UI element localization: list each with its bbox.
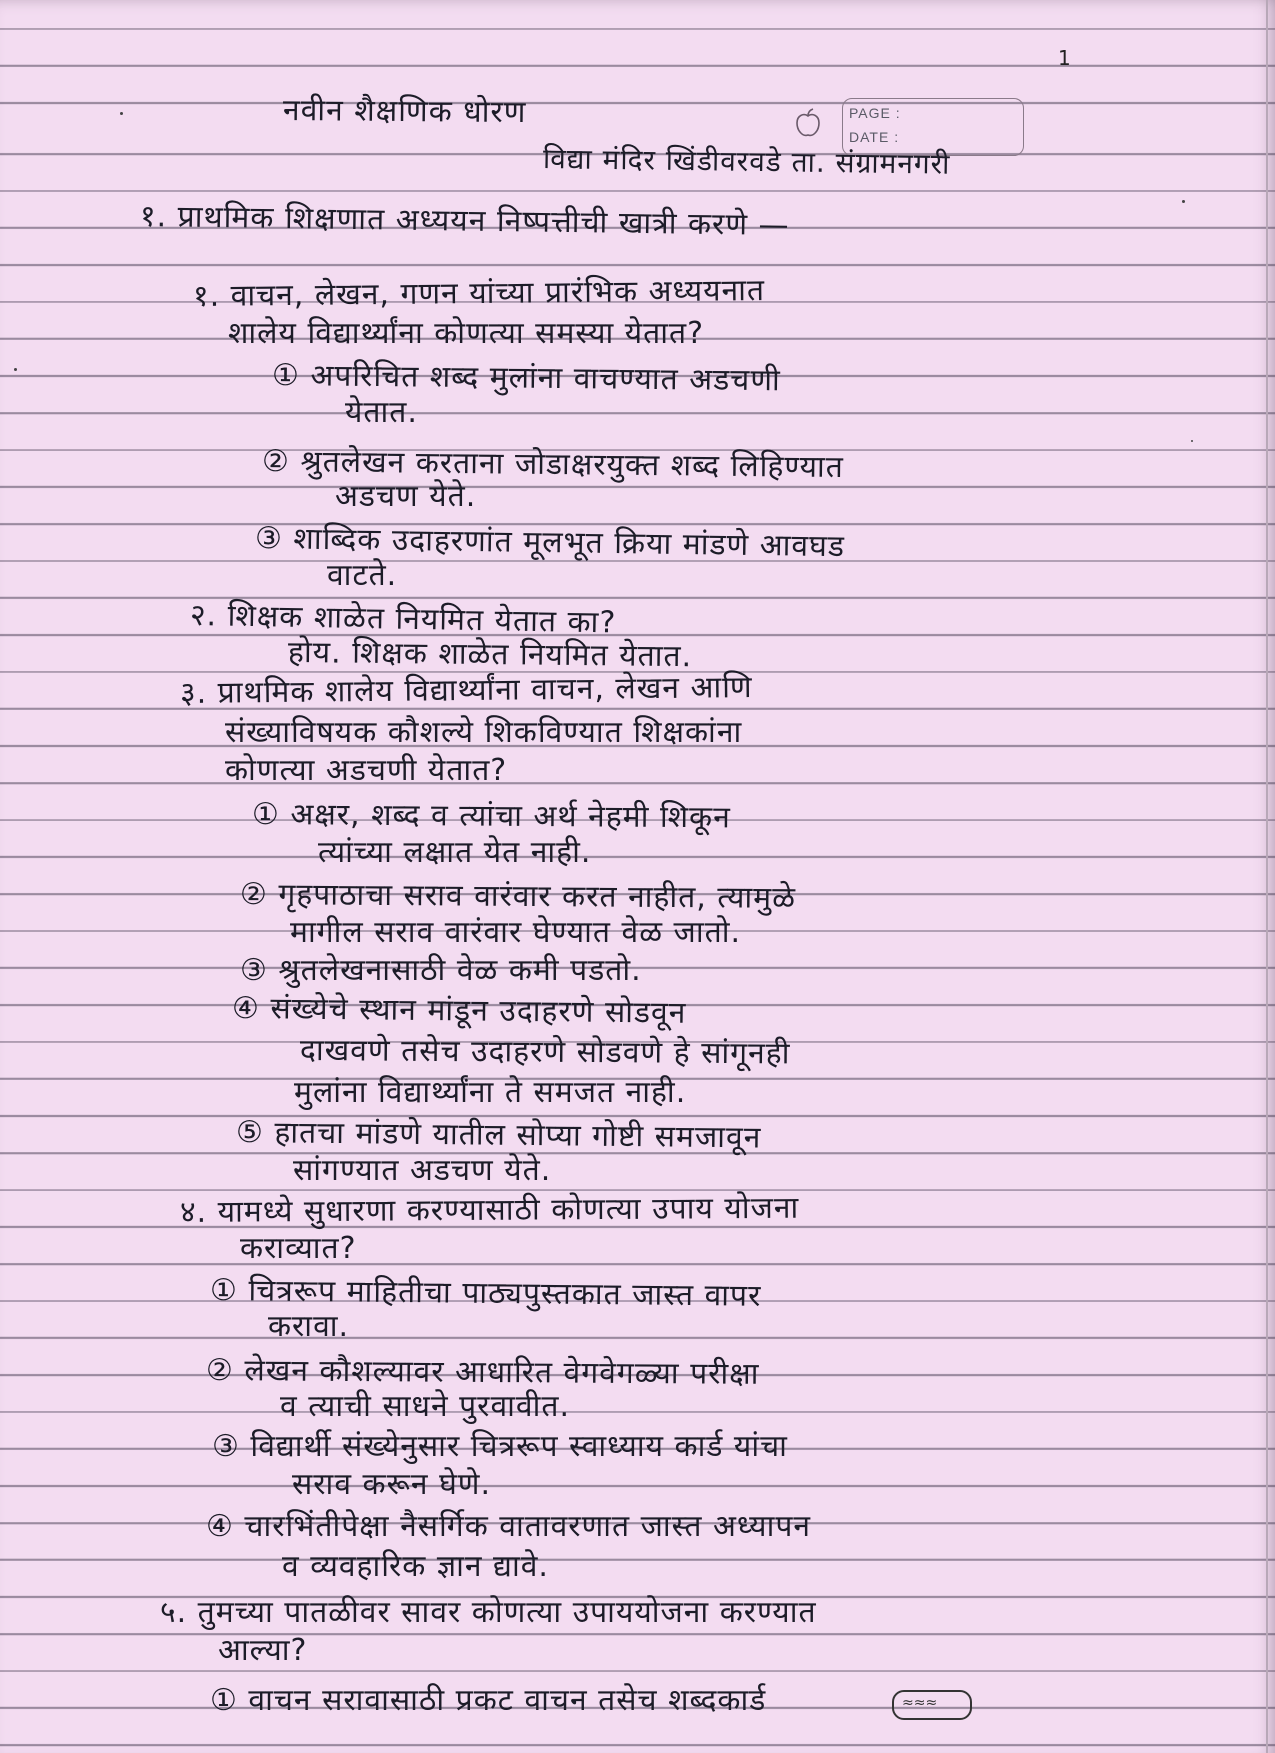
stamp-mark: ≈≈≈ [892,1690,972,1720]
speck [120,112,123,115]
answer-4-3: ③ विद्यार्थी संख्येनुसार चित्ररूप स्वाध्याय कार्ड यांचा [212,1429,788,1464]
question-1: १. वाचन, लेखन, गणन यांच्या प्रारंभिक अध्ययनात [192,273,766,314]
answer-5-1: ① वाचन सरावासाठी प्रकट वाचन तसेच शब्दकार्ड [210,1683,767,1718]
answer-1-1-cont: येतात. [345,395,418,430]
answer-3-5-cont: सांगण्यात अडचण येते. [293,1153,552,1188]
school-name: विद्या मंदिर खिंडीवरवडे ता. संग्रामनगरी [542,142,951,181]
answer-3-4: ④ संख्येचे स्थान मांडून उदाहरणे सोडवून [231,991,687,1031]
question-5: ५. तुमच्या पातळीवर सावर कोणत्या उपाययोजना करण्यात [160,1595,817,1630]
answer-1-3-cont: वाटते. [327,558,398,593]
answer-1-2: ② श्रुतलेखन करताना जोडाक्षरयुक्त शब्द लिहिण्यात [261,444,845,486]
date-label: DATE : [849,129,900,145]
question-4-cont: कराव्यात? [240,1231,357,1266]
speck [14,368,17,371]
speck [1182,200,1185,203]
answer-2: होय. शिक्षक शाळेत नियमित येतात. [287,635,693,675]
answer-4-4: ④ चारभिंतीपेक्षा नैसर्गिक वातावरणात जास्त अध्यापन [206,1509,812,1544]
question-3: ३. प्राथमिक शालेय विद्यार्थ्यांना वाचन, लेखन आणि [179,670,753,711]
answer-3-1: ① अक्षर, शब्द व त्यांचा अर्थ नेहमी शिकून [251,797,731,836]
speck [1191,440,1193,442]
question-2: २. शिक्षक शाळेत नियमित येतात का? [189,598,617,641]
answer-3-4-cont2: मुलांना विद्यार्थ्यांना ते समजत नाही. [294,1075,687,1110]
question-4: ४. यामध्ये सुधारणा करण्यासाठी कोणत्या उपाय योजना [179,1190,800,1230]
question-3-cont: संख्याविषयक कौशल्ये शिकविण्यात शिक्षकांना [225,715,743,750]
answer-1-1: ① अपरिचित शब्द मुलांना वाचण्यात अडचणी [271,358,781,399]
answer-4-1-cont: करावा. [268,1309,350,1344]
apple-logo-icon [795,108,821,138]
answer-4-2: ② लेखन कौशल्यावर आधारित वेगवेगळ्या परीक्षा [205,1353,760,1392]
answer-3-4-cont: दाखवणे तसेच उदाहरणे सोडवणे हे सांगूनही [299,1033,791,1072]
page-label: PAGE : [849,105,901,121]
answer-1-3: ③ शाब्दिक उदाहरणांत मूलभूत क्रिया मांडणे आवघड [254,521,846,565]
section-heading: १. प्राथमिक शिक्षणात अध्ययन निष्पत्तीची खात्री करणे — [139,199,790,244]
answer-3-2: ② गृहपाठाचा सराव वारंवार करत नाहीत, त्यामुळे [239,877,797,916]
answer-3-5: ⑤ हातचा मांडणे यातील सोप्या गोष्टी समजावून [235,1115,762,1156]
answer-4-1: ① चित्ररूप माहितीचा पाठ्यपुस्तकात जास्त वापर [209,1273,762,1314]
answer-1-2-cont: अडचण येते. [335,479,477,514]
question-5-cont: आल्या? [218,1633,308,1668]
answer-4-2-cont: व त्याची साधने पुरवावीत. [280,1389,570,1424]
answer-3-1-cont: त्यांच्या लक्षात येत नाही. [318,835,592,870]
page-title: नवीन शैक्षणिक धोरण [282,93,527,131]
answer-3-2-cont: मागील सराव वारंवार घेण्यात वेळ जातो. [290,915,741,950]
answer-4-3-cont: सराव करून घेणे. [292,1467,492,1502]
question-3-cont2: कोणत्या अडचणी येतात? [225,753,508,788]
margin-line [1266,0,1268,1753]
answer-3-3: ③ श्रुतलेखनासाठी वेळ कमी पडतो. [240,953,642,988]
page-number: 1 [1058,46,1071,70]
answer-4-4-cont: व व्यवहारिक ज्ञान द्यावे. [282,1549,549,1584]
question-1-cont: शालेय विद्यार्थ्यांना कोणत्या समस्या येतात? [228,316,705,351]
